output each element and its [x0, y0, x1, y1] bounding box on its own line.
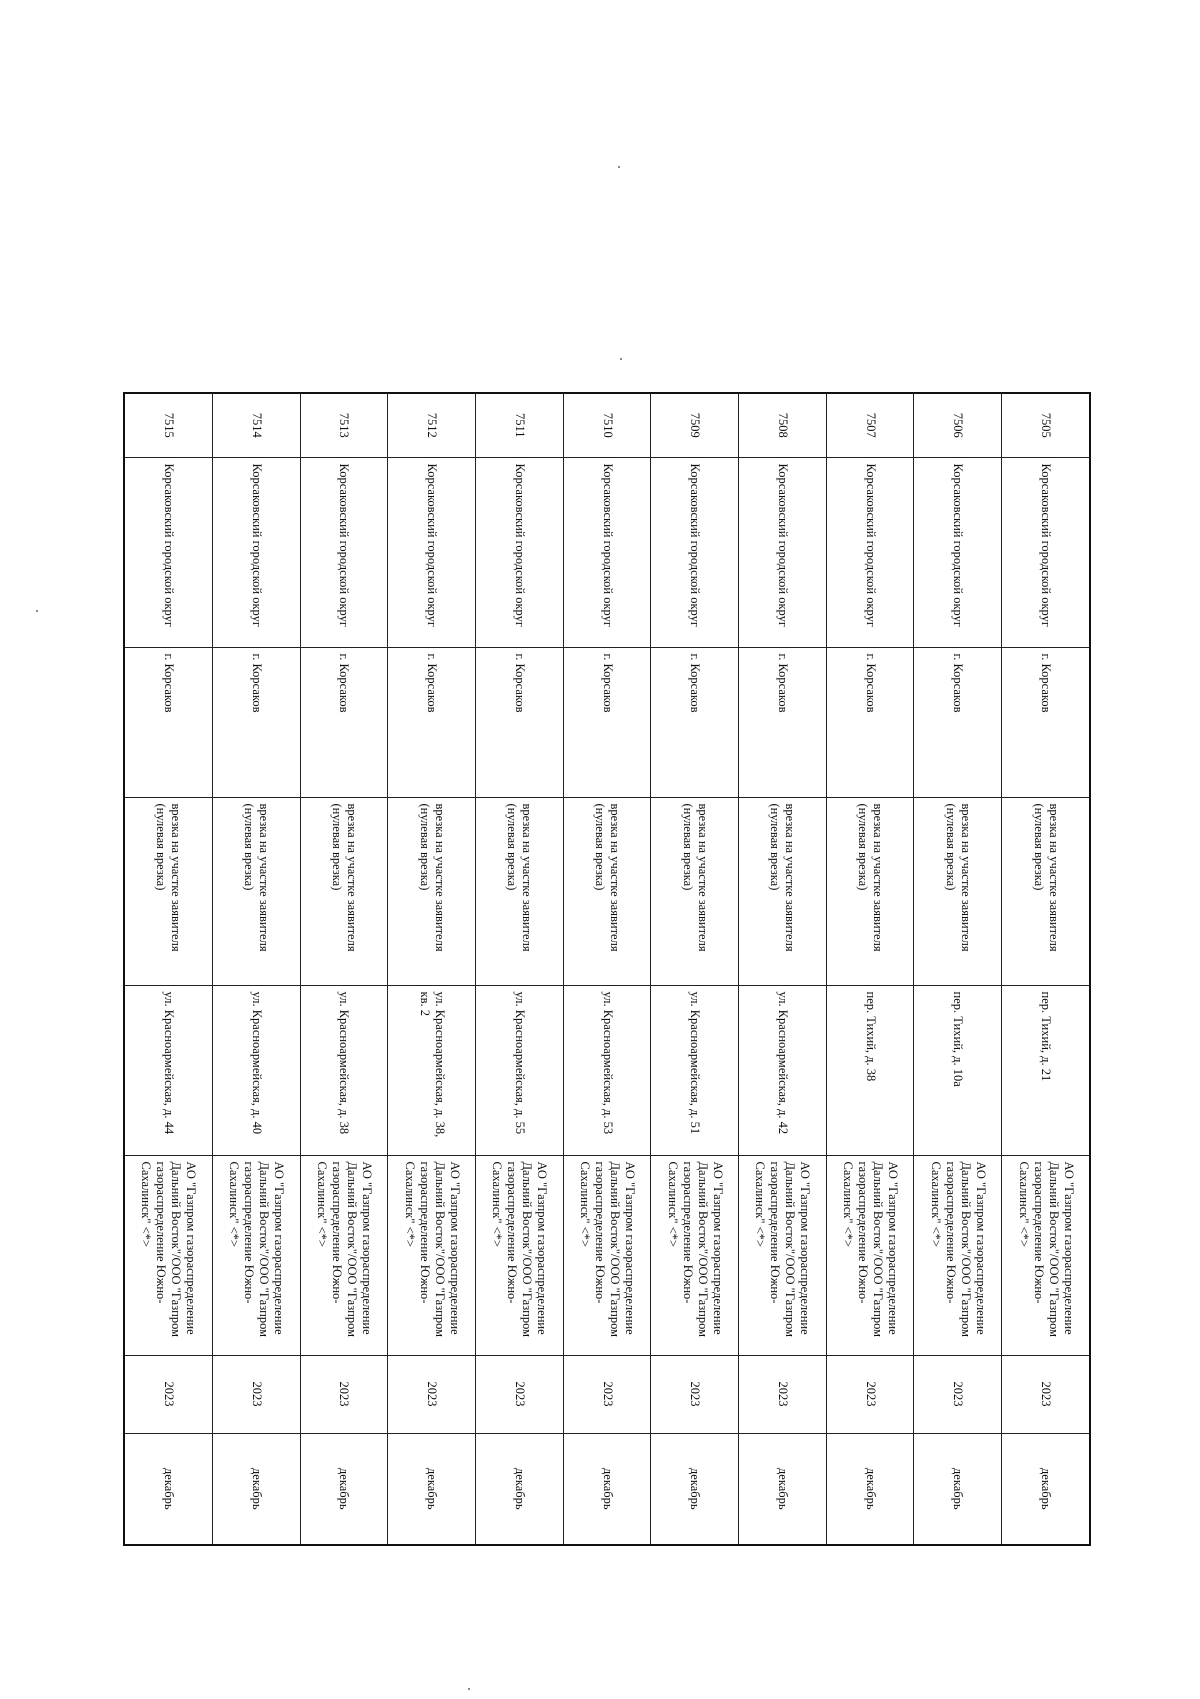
table-row — [388, 393, 476, 1545]
district-cell: Корсаковский городской округ — [212, 457, 300, 647]
organization-cell: АО "Газпром газораспределение Дальний Восток"/ООО "Газпром газораспределение Южно-Сахалинск" <*> — [300, 1155, 388, 1355]
city-cell: г. Корсаков — [388, 647, 476, 797]
city-cell: г. Корсаков — [563, 647, 651, 797]
month-cell: декабрь — [212, 1433, 300, 1545]
district-cell: Корсаковский городской округ — [124, 457, 212, 647]
district-cell: Корсаковский городской округ — [476, 457, 564, 647]
year-cell: 2023 — [476, 1355, 564, 1433]
year-cell: 2023 — [300, 1355, 388, 1433]
row-number: 7505 — [1002, 393, 1090, 457]
table-row — [651, 393, 739, 1545]
address-cell: ул. Красноармейская, д. 51 — [651, 985, 739, 1155]
row-number: 7509 — [651, 393, 739, 457]
scan-speck — [36, 610, 38, 612]
district-cell: Корсаковский городской округ — [914, 457, 1002, 647]
organization-cell: АО "Газпром газораспределение Дальний Восток"/ООО "Газпром газораспределение Южно-Сахалинск" <*> — [826, 1155, 914, 1355]
district-cell: Корсаковский городской округ — [1002, 457, 1090, 647]
connection-type-cell: врезка на участке заявителя (нулевая врезка) — [388, 797, 476, 985]
connection-type-cell: врезка на участке заявителя (нулевая врезка) — [212, 797, 300, 985]
scan-speck — [618, 166, 620, 168]
table-row — [563, 393, 651, 1545]
address-cell: пер. Тихий, д. 21 — [1002, 985, 1090, 1155]
gasification-schedule-table — [123, 392, 1091, 1546]
address-cell: ул. Красноармейская, д. 55 — [476, 985, 564, 1155]
organization-cell: АО "Газпром газораспределение Дальний Восток"/ООО "Газпром газораспределение Южно-Сахалинск" <*> — [476, 1155, 564, 1355]
city-cell: г. Корсаков — [124, 647, 212, 797]
organization-cell: АО "Газпром газораспределение Дальний Восток"/ООО "Газпром газораспределение Южно-Сахалинск" <*> — [1002, 1155, 1090, 1355]
organization-cell: АО "Газпром газораспределение Дальний Восток"/ООО "Газпром газораспределение Южно-Сахалинск" <*> — [124, 1155, 212, 1355]
address-cell: ул. Красноармейская, д. 53 — [563, 985, 651, 1155]
year-cell: 2023 — [212, 1355, 300, 1433]
row-number: 7514 — [212, 393, 300, 457]
city-cell: г. Корсаков — [1002, 647, 1090, 797]
connection-type-cell: врезка на участке заявителя (нулевая врезка) — [124, 797, 212, 985]
row-number: 7508 — [739, 393, 827, 457]
city-cell: г. Корсаков — [914, 647, 1002, 797]
city-cell: г. Корсаков — [212, 647, 300, 797]
connection-type-cell: врезка на участке заявителя (нулевая врезка) — [651, 797, 739, 985]
district-cell: Корсаковский городской округ — [563, 457, 651, 647]
organization-cell: АО "Газпром газораспределение Дальний Восток"/ООО "Газпром газораспределение Южно-Сахалинск" <*> — [651, 1155, 739, 1355]
address-cell: ул. Красноармейская, д. 44 — [124, 985, 212, 1155]
connection-type-cell: врезка на участке заявителя (нулевая врезка) — [739, 797, 827, 985]
district-cell: Корсаковский городской округ — [826, 457, 914, 647]
connection-type-cell: врезка на участке заявителя (нулевая врезка) — [300, 797, 388, 985]
table-row — [826, 393, 914, 1545]
connection-type-cell: врезка на участке заявителя (нулевая врезка) — [1002, 797, 1090, 985]
month-cell: декабрь — [388, 1433, 476, 1545]
year-cell: 2023 — [914, 1355, 1002, 1433]
organization-cell: АО "Газпром газораспределение Дальний Восток"/ООО "Газпром газораспределение Южно-Сахалинск" <*> — [388, 1155, 476, 1355]
month-cell: декабрь — [826, 1433, 914, 1545]
table-row — [476, 393, 564, 1545]
year-cell: 2023 — [388, 1355, 476, 1433]
connection-type-cell: врезка на участке заявителя (нулевая врезка) — [826, 797, 914, 985]
connection-type-cell: врезка на участке заявителя (нулевая врезка) — [563, 797, 651, 985]
table-row — [212, 393, 300, 1545]
year-cell: 2023 — [651, 1355, 739, 1433]
address-cell: ул. Красноармейская, д. 40 — [212, 985, 300, 1155]
row-number: 7512 — [388, 393, 476, 457]
scan-speck — [468, 1688, 470, 1690]
district-cell: Корсаковский городской округ — [739, 457, 827, 647]
district-cell: Корсаковский городской округ — [388, 457, 476, 647]
organization-cell: АО "Газпром газораспределение Дальний Восток"/ООО "Газпром газораспределение Южно-Сахалинск" <*> — [914, 1155, 1002, 1355]
organization-cell: АО "Газпром газораспределение Дальний Восток"/ООО "Газпром газораспределение Южно-Сахалинск" <*> — [212, 1155, 300, 1355]
row-number: 7507 — [826, 393, 914, 457]
row-number: 7513 — [300, 393, 388, 457]
table-row — [914, 393, 1002, 1545]
year-cell: 2023 — [563, 1355, 651, 1433]
city-cell: г. Корсаков — [651, 647, 739, 797]
month-cell: декабрь — [651, 1433, 739, 1545]
organization-cell: АО "Газпром газораспределение Дальний Восток"/ООО "Газпром газораспределение Южно-Сахалинск" <*> — [563, 1155, 651, 1355]
row-number: 7511 — [476, 393, 564, 457]
month-cell: декабрь — [124, 1433, 212, 1545]
scan-speck — [620, 358, 622, 360]
city-cell: г. Корсаков — [300, 647, 388, 797]
year-cell: 2023 — [739, 1355, 827, 1433]
organization-cell: АО "Газпром газораспределение Дальний Восток"/ООО "Газпром газораспределение Южно-Сахалинск" <*> — [739, 1155, 827, 1355]
district-cell: Корсаковский городской округ — [300, 457, 388, 647]
row-number: 7510 — [563, 393, 651, 457]
month-cell: декабрь — [300, 1433, 388, 1545]
year-cell: 2023 — [826, 1355, 914, 1433]
city-cell: г. Корсаков — [826, 647, 914, 797]
address-cell: пер. Тихий, д. 38 — [826, 985, 914, 1155]
month-cell: декабрь — [914, 1433, 1002, 1545]
year-cell: 2023 — [124, 1355, 212, 1433]
month-cell: декабрь — [563, 1433, 651, 1545]
rotated-table-container — [123, 392, 1091, 1544]
district-cell: Корсаковский городской округ — [651, 457, 739, 647]
table-row — [124, 393, 212, 1545]
address-cell: пер. Тихий, д. 10а — [914, 985, 1002, 1155]
table-row — [1002, 393, 1090, 1545]
address-cell: ул. Красноармейская, д. 38, кв. 2 — [388, 985, 476, 1155]
connection-type-cell: врезка на участке заявителя (нулевая врезка) — [914, 797, 1002, 985]
city-cell: г. Корсаков — [739, 647, 827, 797]
table-row — [739, 393, 827, 1545]
address-cell: ул. Красноармейская, д. 38 — [300, 985, 388, 1155]
year-cell: 2023 — [1002, 1355, 1090, 1433]
row-number: 7515 — [124, 393, 212, 457]
month-cell: декабрь — [476, 1433, 564, 1545]
row-number: 7506 — [914, 393, 1002, 457]
connection-type-cell: врезка на участке заявителя (нулевая врезка) — [476, 797, 564, 985]
month-cell: декабрь — [1002, 1433, 1090, 1545]
address-cell: ул. Красноармейская, д. 42 — [739, 985, 827, 1155]
month-cell: декабрь — [739, 1433, 827, 1545]
table-row — [300, 393, 388, 1545]
city-cell: г. Корсаков — [476, 647, 564, 797]
